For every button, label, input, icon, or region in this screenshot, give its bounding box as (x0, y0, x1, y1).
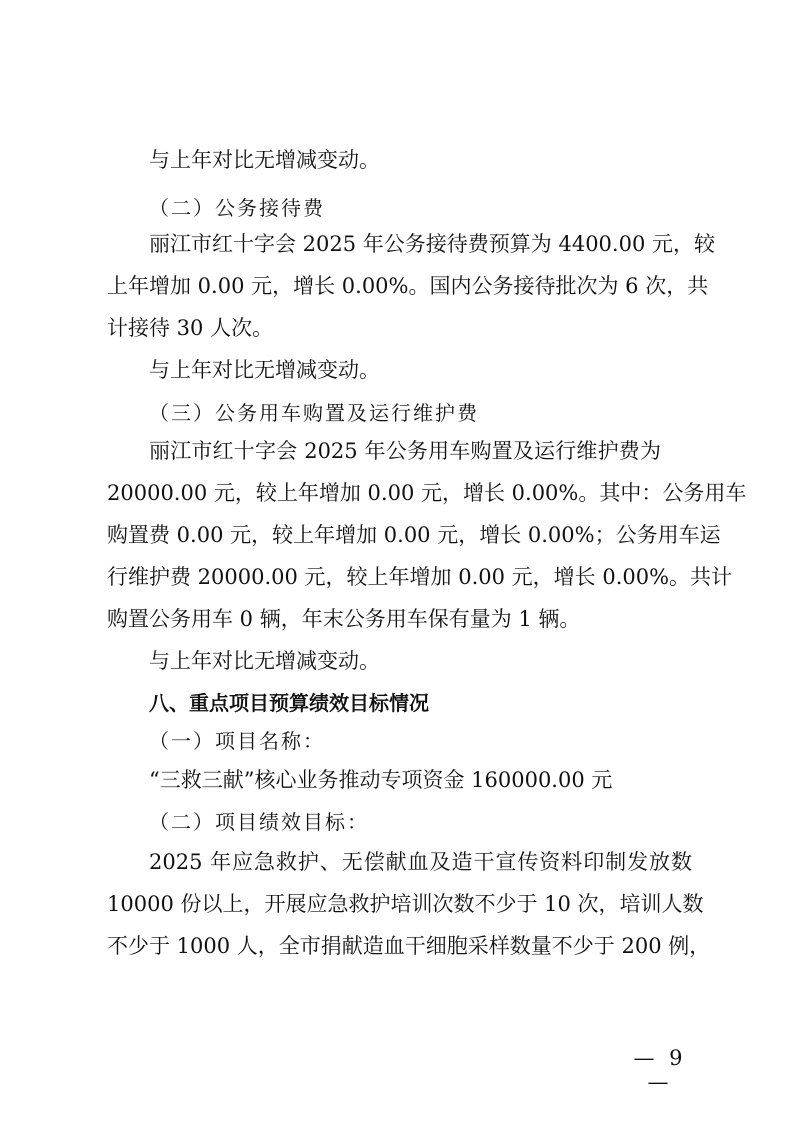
paragraph-reception-line-2: 上年增加 0.00 元，增长 0.00%。国内公务接待批次为 6 次，共 (107, 274, 709, 298)
paragraph-vehicle-line-5: 购置公务用车 0 辆，年末公务用车保有量为 1 辆。 (107, 607, 581, 631)
paragraph-goal-line-1: 2025 年应急救护、无偿献血及造干宣传资料印制发放数 (149, 850, 692, 874)
heading-section-8: 八、重点项目预算绩效目标情况 (149, 691, 429, 715)
heading-vehicle-fee: （三）公务用车购置及运行维护费 (149, 401, 479, 425)
paragraph-vehicle-line-4: 行维护费 20000.00 元，较上年增加 0.00 元，增长 0.00%。共计 (107, 565, 733, 589)
paragraph-no-change-1: 与上年对比无增减变动。 (149, 148, 380, 172)
heading-item-name: （一）项目名称： (149, 729, 325, 753)
paragraph-vehicle-line-1: 丽江市红十字会 2025 年公务用车购置及运行维护费为 (149, 439, 661, 463)
paragraph-vehicle-line-2: 20000.00 元，较上年增加 0.00 元，增长 0.00%。其中：公务用车 (107, 481, 747, 505)
paragraph-no-change-3: 与上年对比无增减变动。 (149, 649, 380, 673)
page-number: — 9 — (633, 1046, 687, 1094)
paragraph-no-change-2: 与上年对比无增减变动。 (149, 358, 380, 382)
heading-item-goal: （二）项目绩效目标： (149, 810, 369, 834)
paragraph-reception-line-1: 丽江市红十字会 2025 年公务接待费预算为 4400.00 元，较 (149, 232, 715, 256)
paragraph-item-name: “三救三献”核心业务推动专项资金 160000.00 元 (149, 768, 613, 792)
paragraph-reception-line-3: 计接待 30 人次。 (107, 316, 274, 340)
heading-reception-fee: （二）公务接待费 (149, 196, 325, 220)
paragraph-goal-line-3: 不少于 1000 人，全市捐献造血干细胞采样数量不少于 200 例， (107, 934, 711, 958)
paragraph-vehicle-line-3: 购置费 0.00 元，较上年增加 0.00 元，增长 0.00%；公务用车运 (107, 523, 721, 547)
paragraph-goal-line-2: 10000 份以上，开展应急救护培训次数不少于 10 次，培训人数 (107, 892, 704, 916)
